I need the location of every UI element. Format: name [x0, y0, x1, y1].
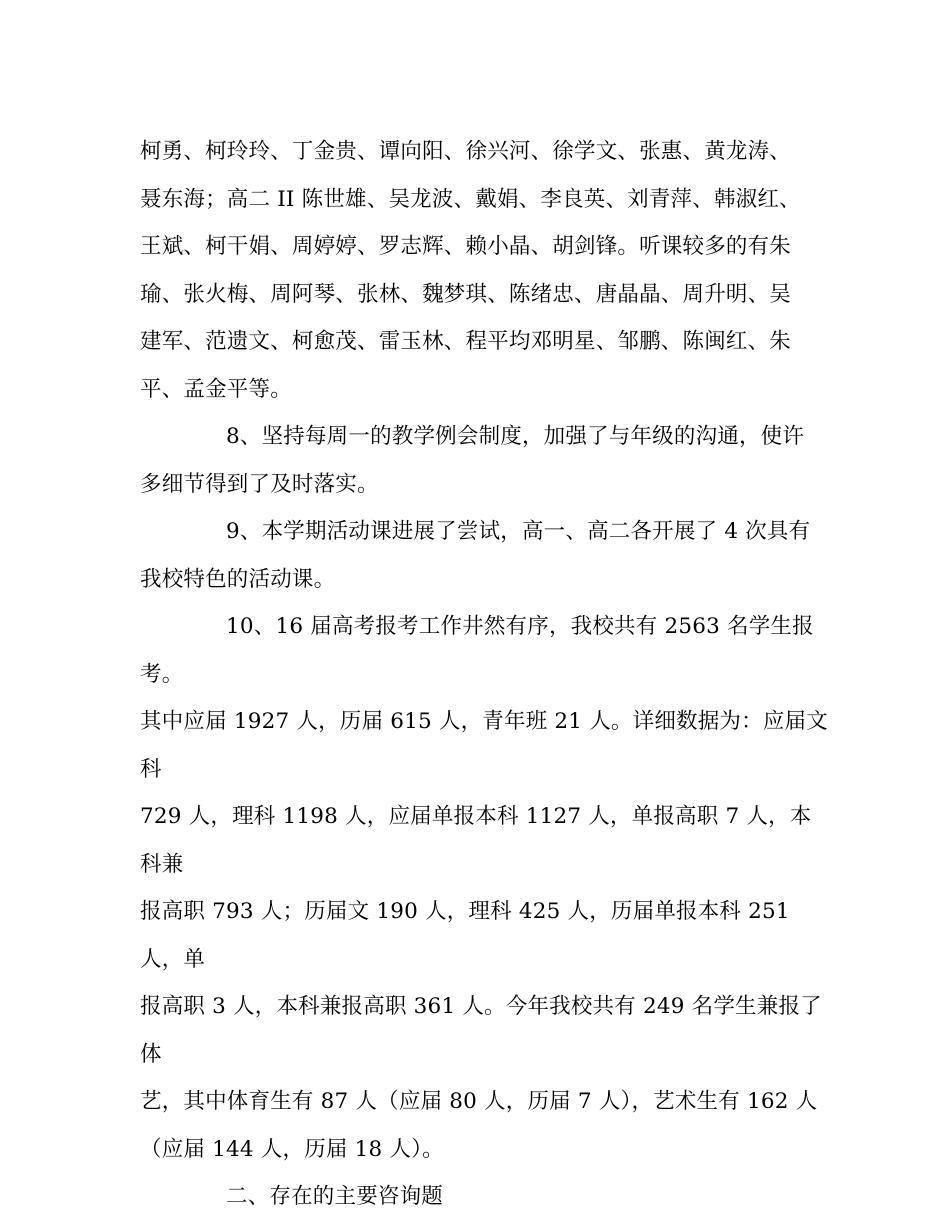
text-line: 艺，其中体育生有 87 人（应届 80 人，历届 7 人），艺术生有 162 人 [140, 1089, 818, 1114]
text-line: 王斌、柯干娟、周婷婷、罗志辉、赖小晶、胡剑锋。听课较多的有朱 [140, 234, 792, 259]
text-line: 柯勇、柯玲玲、丁金贵、谭向阳、徐兴河、徐学文、张惠、黄龙涛、 [140, 139, 792, 164]
paragraph-names-continued [140, 128, 830, 413]
text-line: 10、16 届高考报考工作井然有序，我校共有 2563 名学生报考。 [140, 614, 814, 687]
paragraph-item-8 [140, 413, 830, 508]
text-line: 其中应届 1927 人，历届 615 人，青年班 21 人。详细数据为：应届文科 [140, 709, 828, 782]
text-line: 瑜、张火梅、周阿琴、张林、魏梦琪、陈绪忠、唐晶晶、周升明、吴 [140, 281, 792, 307]
text-line: 建军、范遗文、柯愈茂、雷玉林、程平均邓明星、邹鹏、陈闽红、朱 [140, 329, 792, 354]
text-line: 聂东海；高二 II 陈世雄、吴龙波、戴娟、李良英、刘青萍、韩淑红、 [140, 186, 801, 212]
paragraph-item-9 [140, 508, 830, 603]
text-line: 报高职 793 人；历届文 190 人，理科 425 人，历届单报本科 251 人，单 [140, 899, 790, 972]
text-line: （应届 144 人，历届 18 人）。 [140, 1136, 444, 1162]
heading-text: 二、存在的主要咨询题 [226, 1184, 444, 1209]
section-heading [140, 1173, 830, 1221]
document-page [140, 128, 830, 1221]
text-line: 平、孟金平等。 [140, 376, 292, 402]
text-line: 8、坚持每周一的教学例会制度，加强了与年级的沟通，使许 [226, 424, 805, 449]
text-line: 729 人，理科 1198 人，应届单报本科 1127 人，单报高职 7 人，本科兼 [140, 804, 812, 877]
text-line: 报高职 3 人，本科兼报高职 361 人。今年我校共有 249 名学生兼报了体 [140, 994, 822, 1067]
text-line: 我校特色的活动课。 [140, 566, 336, 592]
text-line: 9、本学期活动课进展了尝试，高一、高二各开展了 4 次具有 [226, 519, 811, 544]
paragraph-item-10 [140, 603, 830, 1173]
text-line: 多细节得到了及时落实。 [140, 471, 379, 497]
